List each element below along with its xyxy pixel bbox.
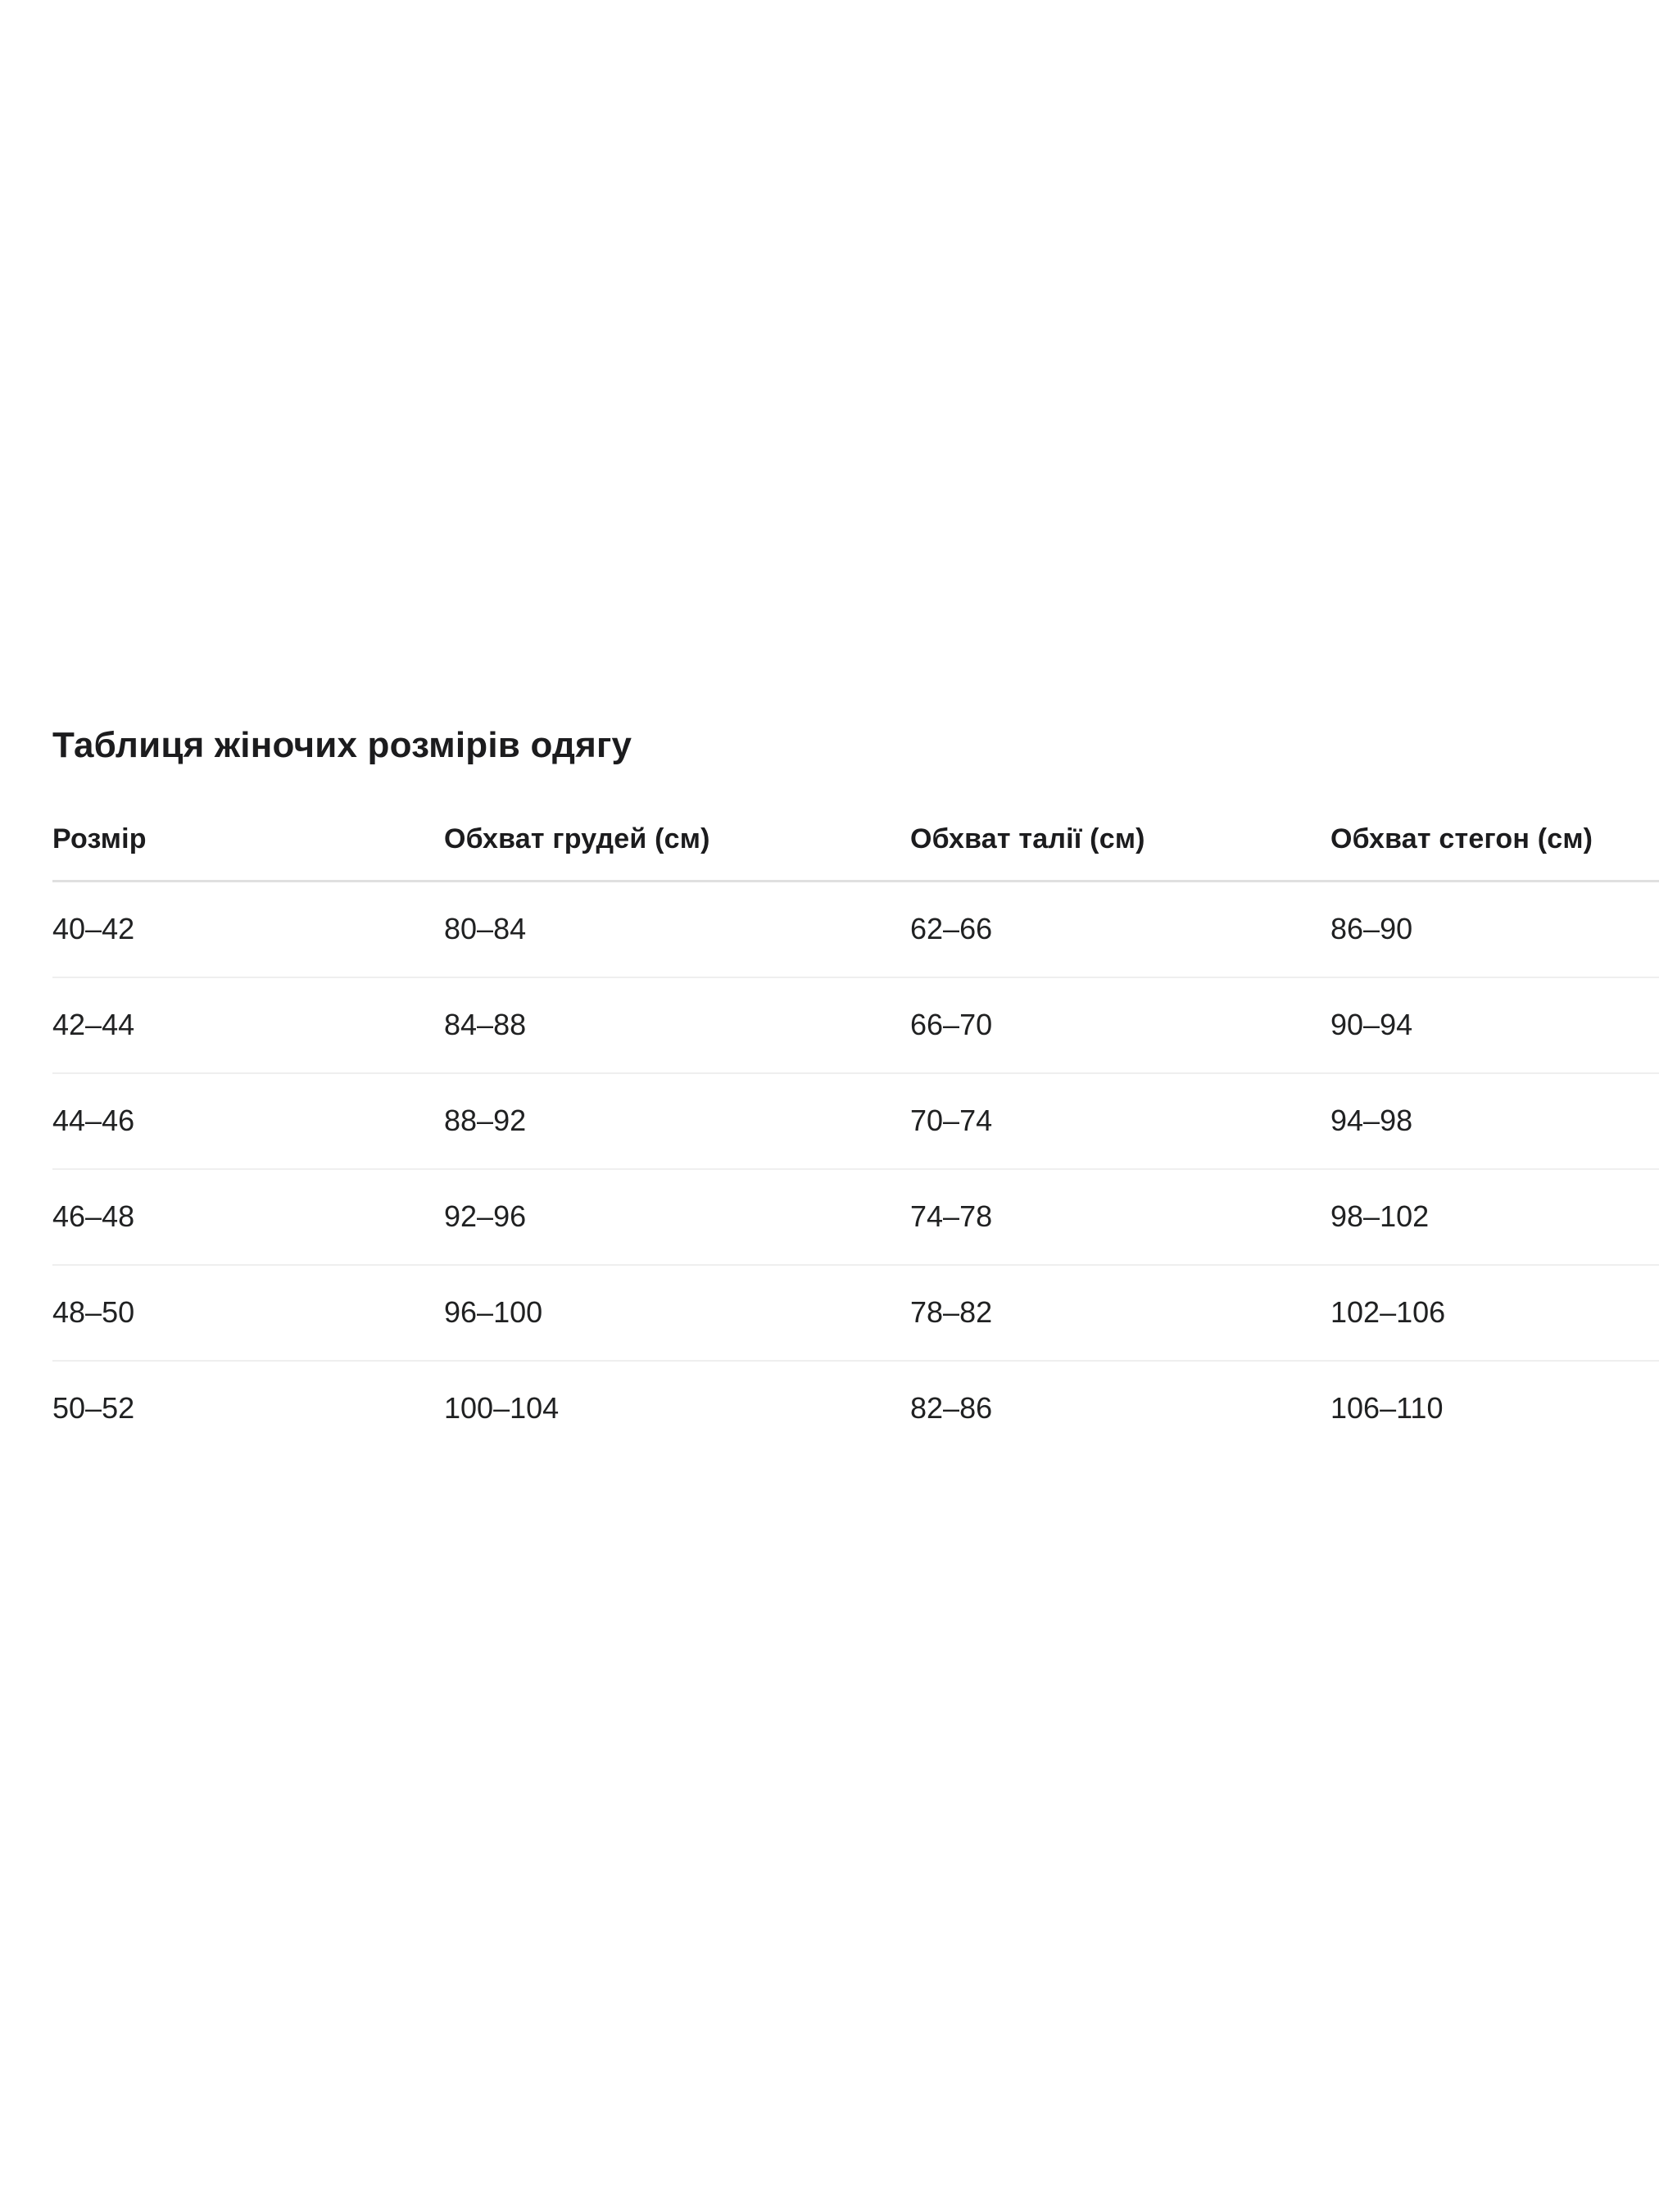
table-cell-chest: 96–100 <box>444 1265 910 1361</box>
table-cell-hips: 90–94 <box>1330 977 1659 1073</box>
table-cell-hips: 106–110 <box>1330 1391 1444 1426</box>
table-cell-waist: 70–74 <box>910 1073 1330 1169</box>
column-header-hips: Обхват стегон (см) <box>1330 799 1659 882</box>
table-row <box>52 1265 1659 1361</box>
table-cell-chest: 80–84 <box>444 881 910 977</box>
table-cell-chest: 84–88 <box>444 977 910 1073</box>
table-cell-waist: 66–70 <box>910 977 1330 1073</box>
table-cell-hips: 94–98 <box>1330 1073 1659 1169</box>
table-cell-size: 48–50 <box>52 1265 444 1361</box>
table-cell-chest: 92–96 <box>444 1169 910 1265</box>
table-row <box>52 1169 1659 1265</box>
table-row <box>52 977 1659 1073</box>
page-title: Таблиця жіночих розмірів одягу <box>52 725 632 765</box>
column-header-waist: Обхват талії (см) <box>910 799 1330 882</box>
table-row <box>52 1073 1659 1169</box>
table-cell-chest: 100–104 <box>444 1391 560 1426</box>
table-cell-waist: 82–86 <box>910 1391 993 1426</box>
column-header-size: Розмір <box>52 799 444 882</box>
table-cell-size: 50–52 <box>52 1391 135 1426</box>
table-cell-waist: 78–82 <box>910 1265 1330 1361</box>
table-cell-size: 44–46 <box>52 1073 444 1169</box>
table-cell-chest: 88–92 <box>444 1073 910 1169</box>
table-cell-hips: 86–90 <box>1330 881 1659 977</box>
table-cell-waist: 74–78 <box>910 1169 1330 1265</box>
table-cell-hips: 102–106 <box>1330 1265 1659 1361</box>
table-row <box>52 1361 1659 1456</box>
table-cell-hips: 98–102 <box>1330 1169 1659 1265</box>
table-cell-size: 40–42 <box>52 881 444 977</box>
table-row <box>52 881 1659 977</box>
table-cell-size: 46–48 <box>52 1169 444 1265</box>
column-header-chest: Обхват грудей (см) <box>444 799 910 882</box>
size-table <box>52 799 1659 1456</box>
header-row <box>52 799 1659 882</box>
table-cell-size: 42–44 <box>52 977 444 1073</box>
table-cell-waist: 62–66 <box>910 881 1330 977</box>
